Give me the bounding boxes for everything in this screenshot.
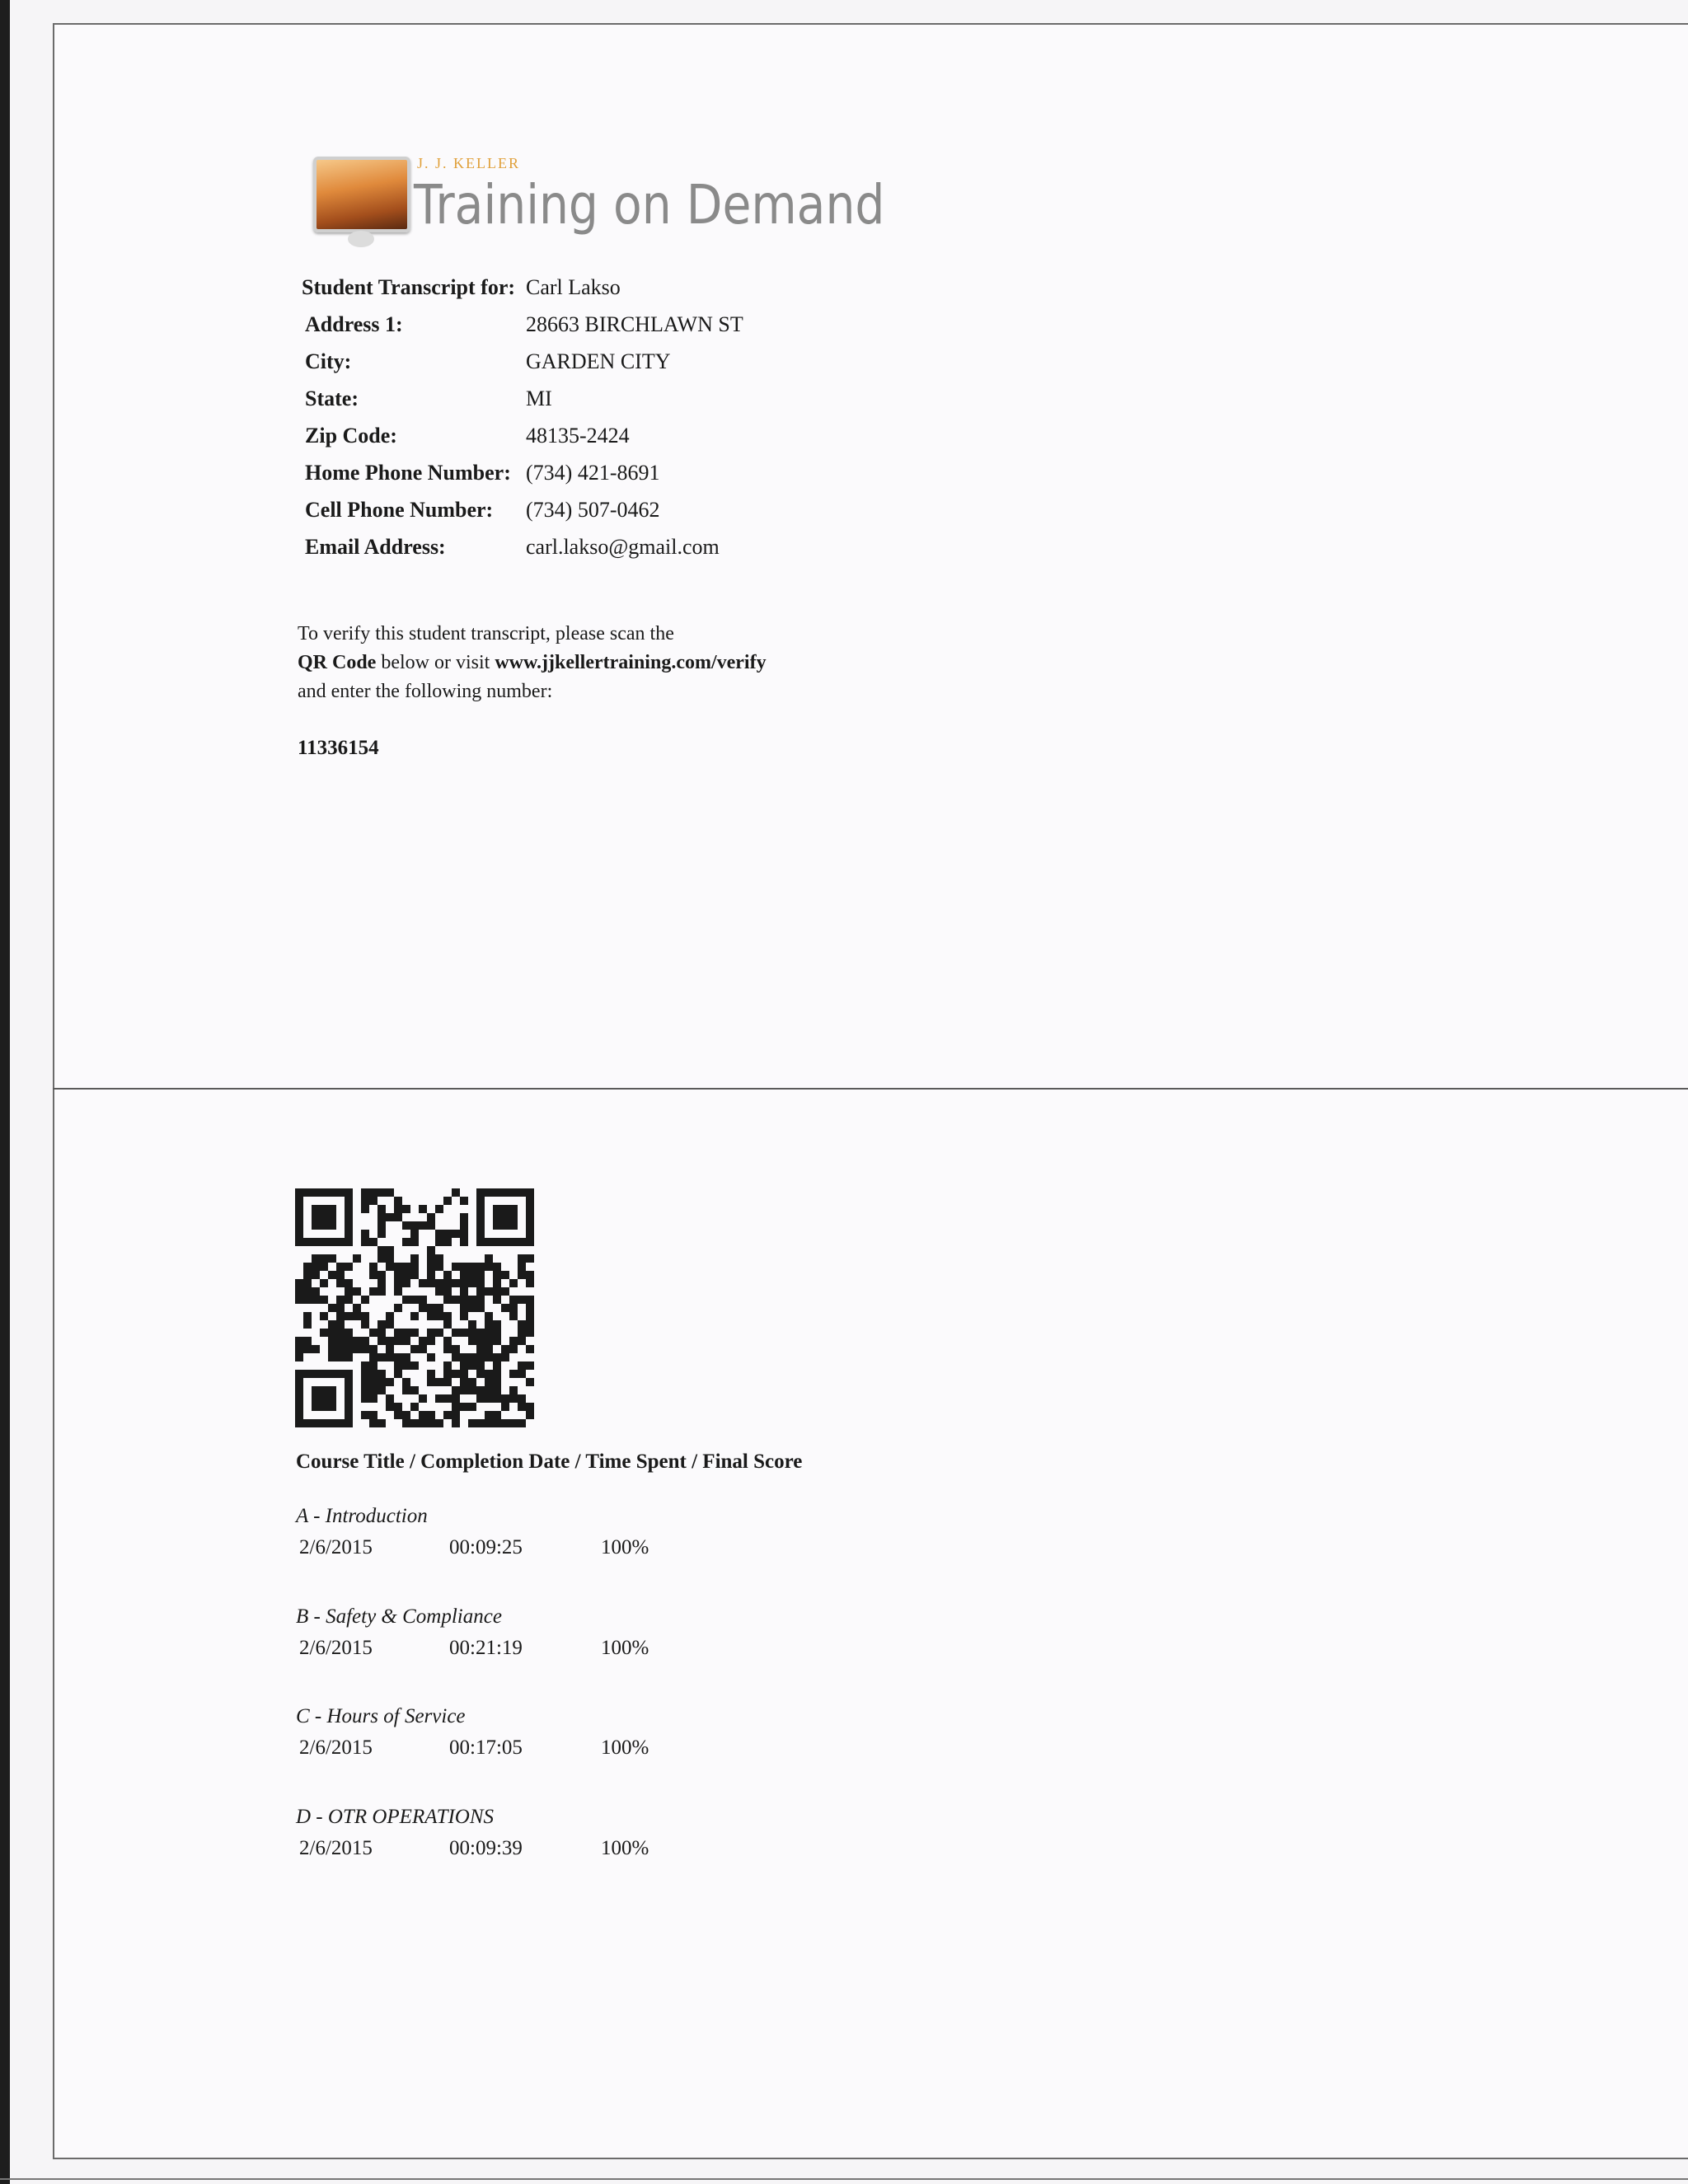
qr-code-icon	[295, 1188, 534, 1427]
section-divider	[53, 1088, 1688, 1090]
info-label: State:	[305, 387, 359, 410]
qr-code-text: QR Code	[298, 652, 377, 673]
verification-number: 11336154	[298, 737, 379, 759]
transcript-label: Student Transcript for:	[302, 275, 516, 299]
course-score: 100%	[601, 1637, 649, 1659]
course-title: B - Safety & Compliance	[296, 1605, 502, 1628]
training-on-demand-logo	[313, 148, 885, 255]
info-value: 28663 BIRCHLAWN ST	[526, 312, 743, 336]
course-score: 100%	[601, 1736, 649, 1759]
course-date: 2/6/2015	[299, 1736, 373, 1759]
course-date: 2/6/2015	[299, 1637, 373, 1659]
course-title: A - Introduction	[296, 1505, 428, 1527]
info-value: GARDEN CITY	[526, 349, 671, 373]
monitor-stand	[348, 231, 374, 247]
course-time: 00:09:25	[449, 1536, 523, 1558]
logo-brand: J. J. KELLER	[417, 155, 520, 171]
bottom-rule	[0, 2178, 1688, 2180]
course-time: 00:09:39	[449, 1837, 523, 1859]
course-title: D - OTR OPERATIONS	[296, 1806, 495, 1828]
info-label: City:	[305, 349, 352, 373]
info-label: Email Address:	[305, 535, 446, 559]
info-value: (734) 421-8691	[526, 461, 660, 485]
monitor-icon	[313, 157, 410, 232]
info-label: Cell Phone Number:	[305, 498, 494, 522]
scan-edge	[0, 0, 10, 2184]
course-item	[296, 1705, 955, 1763]
logo-product: Training on Demand	[414, 173, 885, 237]
info-value: MI	[526, 387, 552, 410]
below-or-visit-text: below or visit	[381, 652, 490, 673]
info-label: Zip Code:	[305, 424, 397, 448]
course-score: 100%	[601, 1837, 649, 1859]
info-value: carl.lakso@gmail.com	[526, 535, 720, 559]
course-item	[296, 1806, 955, 1863]
verify-line-2	[298, 649, 874, 677]
course-score: 100%	[601, 1536, 649, 1558]
info-value: (734) 507-0462	[526, 498, 660, 522]
course-date: 2/6/2015	[299, 1536, 373, 1558]
course-item	[296, 1605, 955, 1663]
info-value: 48135-2424	[526, 424, 630, 448]
info-label: Address 1:	[305, 312, 403, 336]
verify-line-1: To verify this student transcript, please scan the	[298, 623, 674, 644]
verify-url[interactable]: www.jjkellertraining.com/verify	[495, 652, 767, 673]
courses-header: Course Title / Completion Date / Time Spent / Final Score	[296, 1451, 803, 1473]
verify-instructions	[298, 620, 874, 706]
student-name: Carl Lakso	[526, 275, 621, 299]
info-label: Home Phone Number:	[305, 461, 511, 485]
course-date: 2/6/2015	[299, 1837, 373, 1859]
course-title: C - Hours of Service	[296, 1705, 466, 1727]
course-item	[296, 1505, 955, 1563]
course-time: 00:21:19	[449, 1637, 523, 1659]
course-time: 00:17:05	[449, 1736, 523, 1759]
verify-line-3: and enter the following number:	[298, 681, 553, 702]
